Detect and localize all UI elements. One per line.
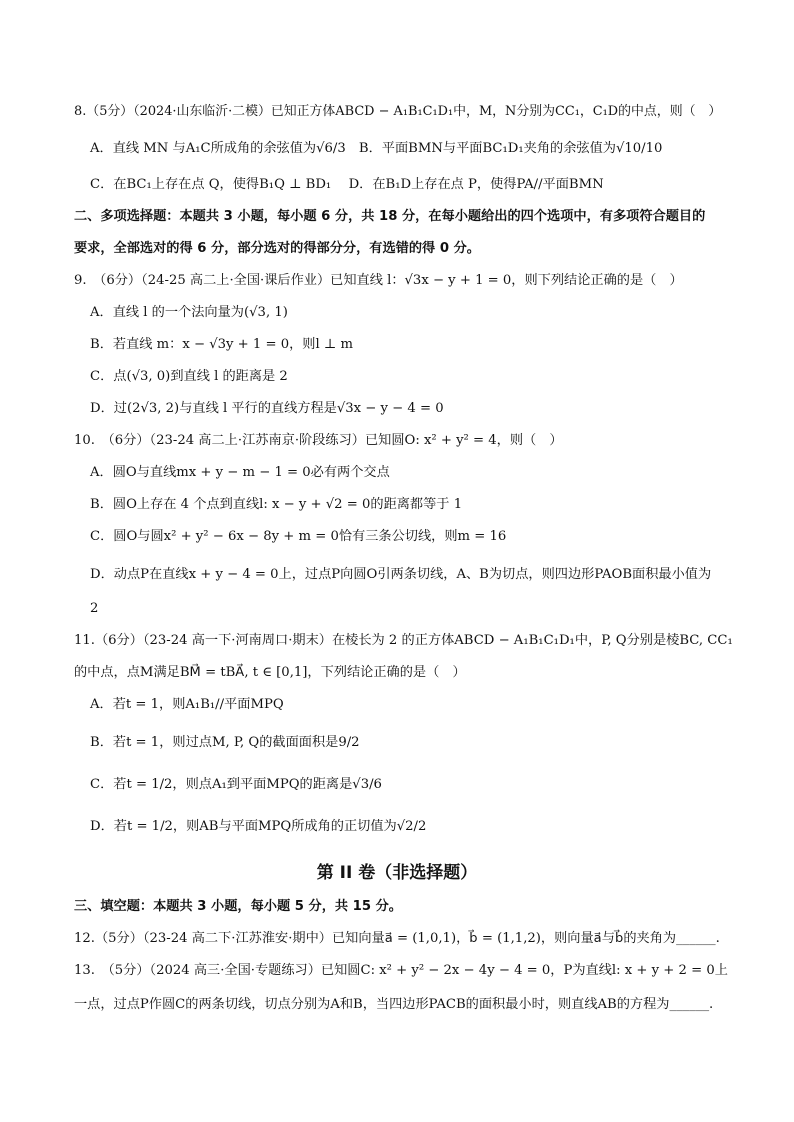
q10-option-b: B．圆O上存在 4 个点到直线l: x − y + √2 = 0的距离都等于 1 xyxy=(90,497,463,512)
q8-options-cd: C．在BC₁上存在点 Q，使得B₁Q ⊥ BD₁ D．在B₁D上存在点 P，使得PA//平面BMN xyxy=(90,177,604,192)
section-2-heading: 二、多项选择题：本题共 3 小题，每小题 6 分，共 18 分，在每小题给出的四个选项中，有多项符合题目的 xyxy=(74,209,706,224)
question-12: 12.（5分）（23-24 高二下·江苏淮安·期中）已知向量a⃗ = (1,0,1)，b⃗ = (1,1,2)，则向量a⃗与b⃗的夹角为______. xyxy=(74,931,720,946)
q10-option-d-cont: 2 xyxy=(90,601,99,616)
q9-option-a: A．直线 l 的一个法向量为(√3, 1) xyxy=(90,305,288,320)
section-3-heading: 三、填空题：本题共 3 小题，每小题 5 分，共 15 分。 xyxy=(74,899,402,914)
q9-option-b: B．若直线 m：x − √3y + 1 = 0，则l ⊥ m xyxy=(90,337,353,352)
question-8: 8.（5分）（2024·山东临沂·二模）已知正方体ABCD − A₁B₁C₁D₁中，M，N分别为CC₁，C₁D的中点，则（ ） xyxy=(74,104,722,119)
question-13: 13. （5分）（2024 高三·全国·专题练习）已知圆C: x² + y² − 2x − 4y − 4 = 0，P为直线l: x + y + 2 = 0上 xyxy=(74,963,728,978)
question-11-cont: 的中点，点M满足BM⃗ = tBA⃗, t ∈ [0,1]，下列结论正确的是（ ） xyxy=(74,665,466,680)
q9-option-c: C．点(√3, 0)到直线 l 的距离是 2 xyxy=(90,369,288,384)
q8-options-ab: A．直线 MN 与A₁C所成角的余弦值为√6/3 B．平面BMN与平面BC₁D₁夹角的余弦值为√10/10 xyxy=(90,141,663,156)
q10-option-a: A．圆O与直线mx + y − m − 1 = 0必有两个交点 xyxy=(90,465,390,480)
q11-option-d: D．若t = 1/2，则AB与平面MPQ所成角的正切值为√2/2 xyxy=(90,819,427,834)
question-10: 10. （6分）（23-24 高二上·江苏南京·阶段练习）已知圆O: x² + y² = 4，则（ ） xyxy=(74,433,563,448)
question-11: 11.（6分）（23-24 高一下·河南周口·期末）在棱长为 2 的正方体ABCD − A₁B₁C₁D₁中，P, Q分别是棱BC, CC₁ xyxy=(74,633,733,648)
part-2-title: 第 II 卷（非选择题） xyxy=(316,863,478,883)
q11-option-a: A．若t = 1，则A₁B₁//平面MPQ xyxy=(90,697,284,712)
q9-option-d: D．过(2√3, 2)与直线 l 平行的直线方程是√3x − y − 4 = 0 xyxy=(90,401,444,416)
question-9: 9. （6分）（24-25 高二上·全国·课后作业）已知直线 l：√3x − y + 1 = 0，则下列结论正确的是（ ） xyxy=(74,273,683,288)
question-13-cont: 一点，过点P作圆C的两条切线，切点分别为A和B，当四边形PACB的面积最小时，则直线AB的方程为______. xyxy=(74,997,714,1012)
q10-option-d: D．动点P在直线x + y − 4 = 0上，过点P向圆O引两条切线，A、B为切点，则四边形PAOB面积最小值为 xyxy=(90,567,712,582)
q11-option-c: C．若t = 1/2，则点A₁到平面MPQ的距离是√3/6 xyxy=(90,777,382,792)
q10-option-c: C．圆O与圆x² + y² − 6x − 8y + m = 0恰有三条公切线，则m = 16 xyxy=(90,529,507,544)
q11-option-b: B．若t = 1，则过点M, P, Q的截面面积是9/2 xyxy=(90,735,360,750)
section-2-heading-cont: 要求，全部选对的得 6 分，部分选对的得部分分，有选错的得 0 分。 xyxy=(74,241,480,256)
